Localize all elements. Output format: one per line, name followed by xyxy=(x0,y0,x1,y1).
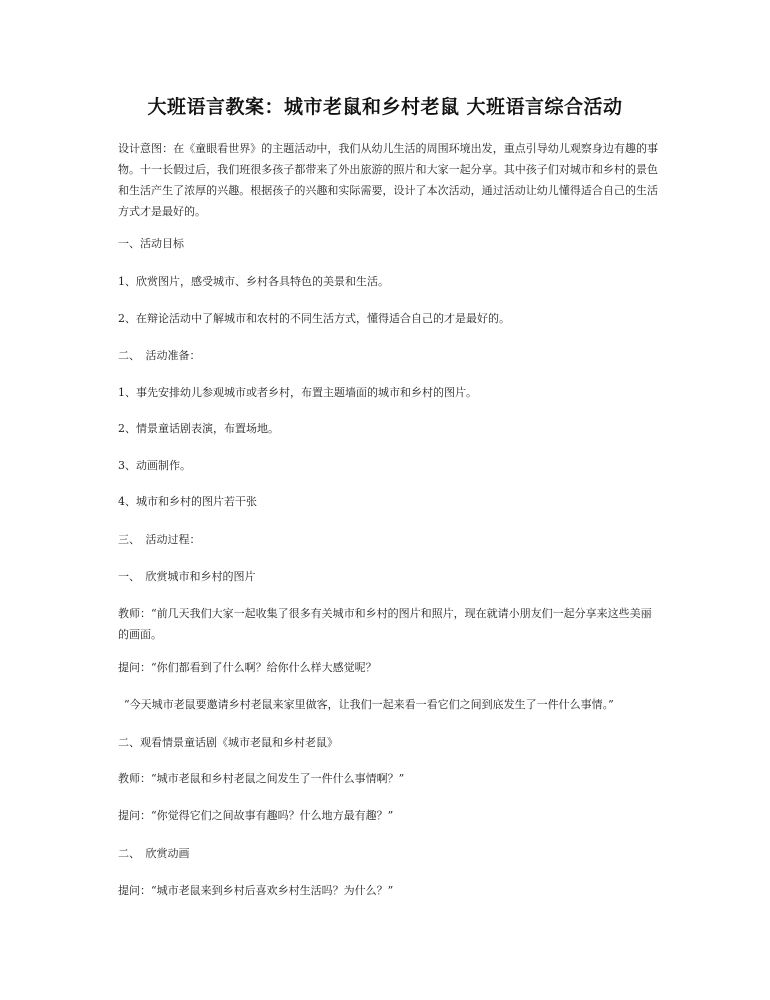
teacher-line-1: 教师：“前几天我们大家一起收集了很多有关城市和乡村的图片和照片，现在就请小朋友们一起分享来这些美丽的画面。 xyxy=(118,607,652,641)
step-heading-2: 二、观看情景童话剧《城市老鼠和乡村老鼠》 xyxy=(118,736,338,749)
page-title: 大班语言教案：城市老鼠和乡村老鼠 大班语言综合活动 xyxy=(147,96,623,118)
teacher-line-2: 教师：“城市老鼠和乡村老鼠之间发生了一件什么事情啊？” xyxy=(118,772,405,785)
prep-item-2: 2、情景童话剧表演，布置场地。 xyxy=(118,422,279,435)
section-heading-goals: 一、活动目标 xyxy=(118,237,184,250)
step-heading-3: 二、 欣赏动画 xyxy=(118,847,190,860)
question-line-2: 提问：“你觉得它们之间故事有趣吗？什么地方最有趣？” xyxy=(118,809,394,822)
goal-item-2: 2、在辩论活动中了解城市和农村的不同生活方式，懂得适合自己的才是最好的。 xyxy=(118,312,510,325)
section-heading-preparation: 二、 活动准备： xyxy=(118,349,201,362)
question-line-3: 提问：“城市老鼠来到乡村后喜欢乡村生活吗？为什么？” xyxy=(118,884,394,897)
quote-line-1: “今天城市老鼠要邀请乡村老鼠来家里做客，让我们一起来看一看它们之间到底发生了一件什么事情。” xyxy=(124,698,614,711)
step-heading-1: 一、 欣赏城市和乡村的图片 xyxy=(118,570,256,583)
intro-paragraph: 设计意图：在《童眼看世界》的主题活动中，我们从幼儿生活的周围环境出发，重点引导幼儿观察身边有趣的事物。十一长假过后，我们班很多孩子都带来了外出旅游的照片和大家一起分享。其中孩子们对城市和乡村的景色和生活产生了浓厚的兴趣。根据孩子的兴趣和实际需要，设计了本次活动，通过活动让幼儿懂得适合自己的生活方式才是最好的。 xyxy=(118,142,658,218)
prep-item-3: 3、动画制作。 xyxy=(118,459,191,472)
goal-item-1: 1、欣赏图片，感受城市、乡村各具特色的美景和生活。 xyxy=(118,275,389,288)
prep-item-4: 4、城市和乡村的图片若干张 xyxy=(118,495,257,508)
prep-item-1: 1、事先安排幼儿参观城市或者乡村，布置主题墙面的城市和乡村的图片。 xyxy=(118,386,477,399)
section-heading-process: 三、 活动过程： xyxy=(118,533,201,546)
question-line-1: 提问：“你们都看到了什么啊？给你什么样大感觉呢？ xyxy=(118,661,377,674)
